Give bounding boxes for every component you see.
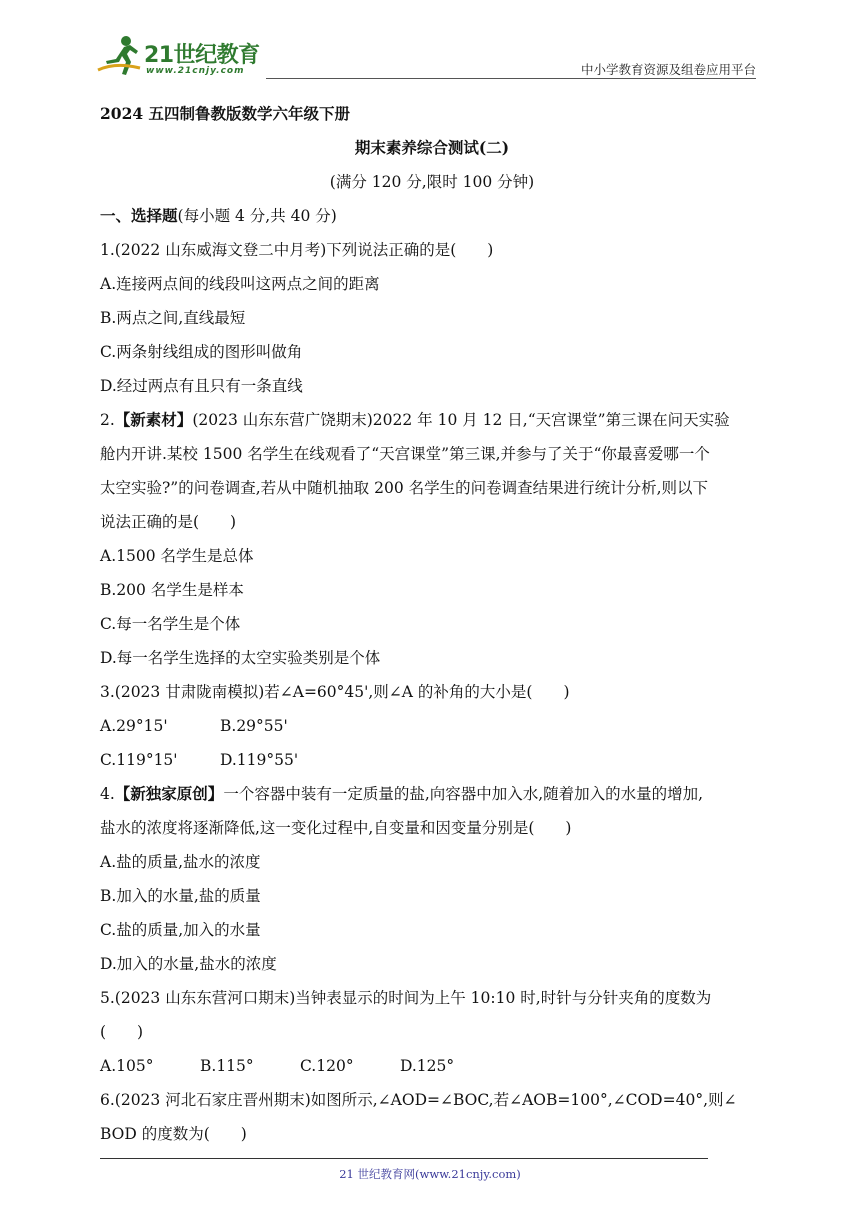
subject-line: 2024 五四制鲁教版数学六年级下册: [100, 104, 351, 123]
q2-text-1: (2023 山东东营广饶期末)2022 年 10 月 12 日,“天宫课堂”第三课在问天实验: [192, 411, 730, 429]
q3-options-row-2: [100, 750, 298, 770]
footer-divider: [100, 1158, 708, 1159]
q4-text-1: 一个容器中装有一定质量的盐,向容器中加入水,随着加入的水量的增加,: [223, 785, 704, 803]
q2-line-4: 说法正确的是( ): [100, 513, 237, 531]
section-heading: [100, 206, 337, 226]
q3-option-c: C.119°15': [100, 751, 178, 769]
q2-option-d: D.每一名学生选择的太空实验类别是个体: [100, 649, 381, 667]
q6-line-1: 6.(2023 河北石家庄晋州期末)如图所示,∠AOD=∠BOC,若∠AOB=100°,∠COD=40°,则∠: [100, 1091, 737, 1109]
q1-option-b: B.两点之间,直线最短: [100, 309, 246, 327]
logo-text: 21世纪教育: [144, 43, 260, 68]
q4-tag: 【新独家原创】: [114, 784, 224, 803]
q5-line-1: 5.(2023 山东东营河口期末)当钟表显示的时间为上午 10:10 时,时针与分针夹角的度数为: [100, 989, 712, 1007]
section-note: (每小题 4 分,共 40 分): [177, 207, 337, 225]
q4-line-1: [100, 784, 703, 804]
site-logo[interactable]: [96, 32, 266, 78]
q4-option-d: D.加入的水量,盐水的浓度: [100, 955, 277, 973]
q6-line-2: BOD 的度数为( ): [100, 1125, 247, 1143]
q2-option-a: A.1500 名学生是总体: [100, 547, 254, 565]
q3-option-a: A.29°15': [100, 717, 168, 735]
q4-option-a: A.盐的质量,盐水的浓度: [100, 853, 261, 871]
q1-option-a: A.连接两点间的线段叫这两点之间的距离: [100, 275, 380, 293]
header-divider: [266, 78, 756, 79]
header-tagline: 中小学教育资源及组卷应用平台: [580, 62, 756, 77]
q3-stem: 3.(2023 甘肃陇南模拟)若∠A=60°45',则∠A 的补角的大小是( ): [100, 683, 570, 701]
q5-option-c: C.120°: [300, 1057, 354, 1075]
q2-option-c: C.每一名学生是个体: [100, 615, 241, 633]
q5-options: [100, 1056, 454, 1076]
q1-stem: 1.(2022 山东威海文登二中月考)下列说法正确的是( ): [100, 241, 494, 259]
q5-line-2: ( ): [100, 1023, 144, 1041]
q2-line-1: [100, 410, 730, 430]
exam-title: 期末素养综合测试(二): [354, 138, 510, 157]
q3-option-d: D.119°55': [220, 751, 299, 769]
q5-option-d: D.125°: [400, 1057, 455, 1075]
q4-number: 4.: [100, 785, 115, 803]
q5-option-b: B.115°: [200, 1057, 254, 1075]
q2-tag: 【新素材】: [114, 410, 193, 429]
q5-option-a: A.105°: [100, 1057, 154, 1075]
q4-line-2: 盐水的浓度将逐渐降低,这一变化过程中,自变量和因变量分别是( ): [100, 819, 572, 837]
runner-icon: [96, 32, 144, 78]
q1-option-d: D.经过两点有且只有一条直线: [100, 377, 303, 395]
logo-url: www.21cnjy.com: [146, 66, 245, 76]
q2-line-2: 舱内开讲.某校 1500 名学生在线观看了“天宫课堂”第三课,并参与了关于“你最喜爱哪一个: [100, 445, 710, 463]
q3-options-row-1: [100, 716, 288, 736]
exam-subtitle: (满分 120 分,限时 100 分钟): [329, 173, 535, 191]
page-footer[interactable]: 21 世纪教育网(www.21cnjy.com): [339, 1167, 521, 1181]
section-title: 一、选择题: [100, 206, 178, 225]
q2-line-3: 太空实验?”的问卷调查,若从中随机抽取 200 名学生的问卷调查结果进行统计分析,则以下: [100, 479, 709, 497]
q2-number: 2.: [100, 411, 115, 429]
q4-option-b: B.加入的水量,盐的质量: [100, 887, 261, 905]
q2-option-b: B.200 名学生是样本: [100, 581, 244, 599]
q4-option-c: C.盐的质量,加入的水量: [100, 921, 261, 939]
page-header: [96, 28, 756, 80]
q3-option-b: B.29°55': [220, 717, 288, 735]
q1-option-c: C.两条射线组成的图形叫做角: [100, 343, 303, 361]
